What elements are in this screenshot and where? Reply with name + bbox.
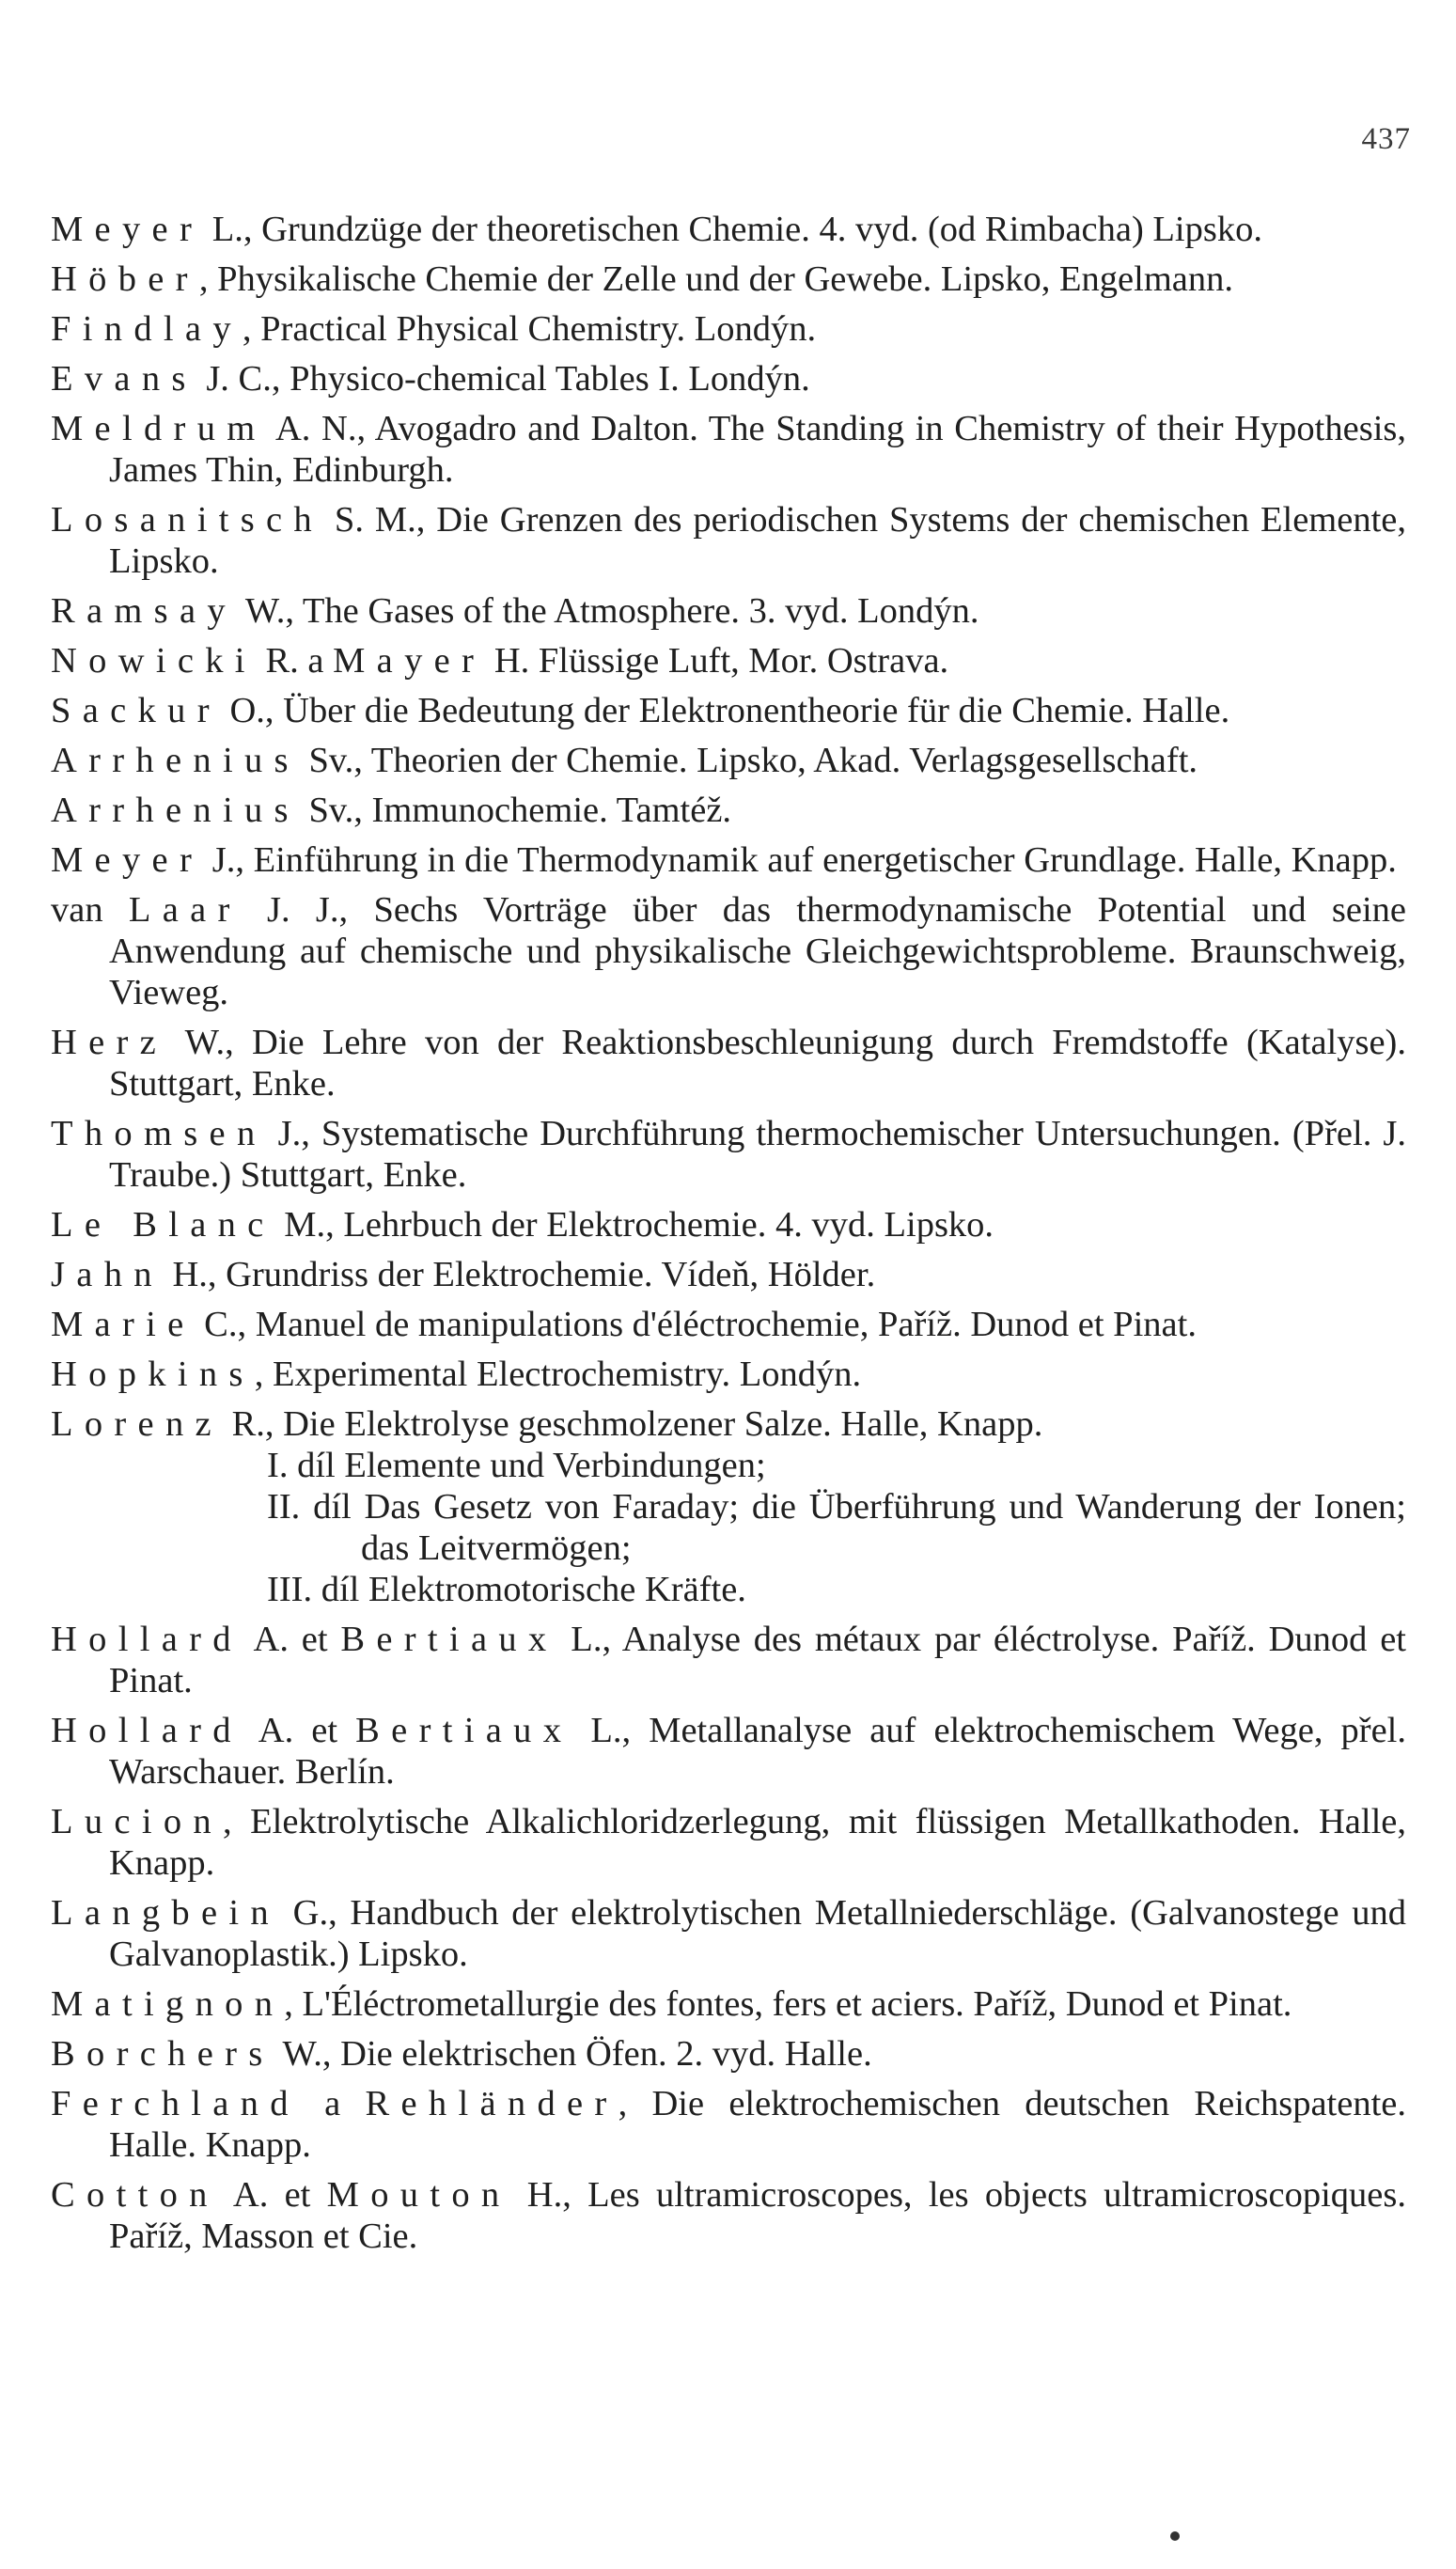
entry-prefix: van <box>51 890 129 930</box>
entry-text: , Practical Physical Chemistry. Londýn. <box>242 309 817 349</box>
entry-author: Marie <box>51 1305 196 1344</box>
entry-author: Meldrum <box>51 409 267 448</box>
bibliography-entry <box>51 1354 1406 1395</box>
entry-text: Sv., Immunochemie. Tamtéž. <box>299 791 732 830</box>
entry-author: Herz <box>51 1023 168 1062</box>
entry-text: M., Lehrbuch der Elektrochemie. 4. vyd. Lipsko. <box>274 1205 994 1245</box>
entry-text-continued: H. Flüssige Luft, Mor. Ostrava. <box>485 641 949 681</box>
entry-text-continued: H., Les ultramicroscopes, les objects ultramicroscopiques. Paříž, Masson et Cie. <box>109 2175 1406 2256</box>
entry-author: Matignon <box>51 1984 285 2024</box>
entry-author: Cotton <box>51 2175 219 2215</box>
bibliography-entry <box>51 499 1406 582</box>
entry-author: Jahn <box>51 1255 164 1294</box>
entry-text: J. J., Sechs Vorträge über das thermodynamische Potential und seine Anwendung auf chemische und physikalische Gleichgewichtsprobleme. Braunschweig, Vieweg. <box>109 890 1406 1012</box>
entry-author: Hopkins <box>51 1355 255 1394</box>
entry-text: O., Über die Bedeutung der Elektronentheorie für die Chemie. Halle. <box>220 691 1230 730</box>
bibliography-entry <box>51 258 1406 300</box>
entry-coauthor: Mayer <box>333 641 486 681</box>
bibliography-entry <box>51 1892 1406 1975</box>
bibliography-entry <box>51 1304 1406 1345</box>
entry-text: A. et <box>242 1620 341 1659</box>
bibliography-entry <box>51 408 1406 491</box>
entry-text-continued: L., Analyse des métaux par éléctrolyse. Paříž. Dunod et Pinat. <box>109 1620 1406 1700</box>
entry-text: W., The Gases of the Atmosphere. 3. vyd. Londýn. <box>236 591 979 631</box>
bibliography-entry <box>51 2174 1406 2257</box>
bibliography-entry <box>51 640 1406 681</box>
entry-coauthor: Bertiaux <box>340 1620 558 1659</box>
entry-text: G., Handbuch der elektrolytischen Metallniederschläge. (Galvanostege und Galvanoplastik.) Lipsko. <box>109 1893 1406 1974</box>
entry-text: R., Die Elektrolyse geschmolzener Salze. Halle, Knapp. <box>222 1404 1043 1444</box>
bibliography-entry <box>51 889 1406 1013</box>
bibliography-entry <box>51 1619 1406 1701</box>
entry-text: , L'Éléctrometallurgie des fontes, fers et aciers. Paříž, Dunod et Pinat. <box>284 1984 1292 2024</box>
bibliography-entry <box>51 1710 1406 1793</box>
bibliography-entry <box>51 358 1406 399</box>
entry-text: R. a <box>256 641 334 681</box>
entry-author: Sackur <box>51 691 221 730</box>
entry-text: Sv., Theorien der Chemie. Lipsko, Akad. Verlagsgesellschaft. <box>299 741 1198 780</box>
bibliography-entry <box>51 1983 1406 2025</box>
bibliography-entry <box>51 308 1406 350</box>
entry-text: S. M., Die Grenzen des periodischen Systems der chemischen Elemente, Lipsko. <box>109 500 1406 581</box>
bibliography-list <box>51 209 1406 2257</box>
entry-text: J., Einführung in die Thermodynamik auf energetischer Grundlage. Halle, Knapp. <box>203 840 1397 880</box>
entry-text: , Physikalische Chemie der Zelle und der Gewebe. Lipsko, Engelmann. <box>198 259 1233 299</box>
entry-text: J., Systematische Durchführung thermochemischer Untersuchungen. (Přel. J. Traube.) Stuttgart, Enke. <box>109 1114 1406 1195</box>
bibliography-entry <box>51 1403 1406 1445</box>
bibliography-entry <box>51 1254 1406 1295</box>
entry-text: W., Die elektrischen Öfen. 2. vyd. Halle. <box>274 2034 872 2074</box>
bibliography-entry <box>51 1113 1406 1196</box>
entry-text: J. C., Physico-chemical Tables I. Londýn. <box>196 359 810 399</box>
bibliography-entry <box>51 2083 1406 2166</box>
entry-author: Laar <box>128 890 242 930</box>
page-number: 437 <box>1361 122 1411 156</box>
entry-text: L., Grundzüge der theoretischen Chemie. 4. vyd. (od Rimbacha) Lipsko. <box>203 210 1262 249</box>
stray-ink-dot <box>1170 2531 1180 2541</box>
entry-author: Evans <box>51 359 197 399</box>
entry-text: C., Manuel de manipulations d'éléctrochemie, Paříž. Dunod et Pinat. <box>195 1305 1197 1344</box>
bibliography-entry <box>51 209 1406 250</box>
entry-coauthor: Bertiaux <box>355 1711 573 1750</box>
bibliography-entry <box>51 690 1406 731</box>
volume-item: III. díl Elektromotorische Kräfte. <box>267 1570 746 1609</box>
entry-text: , Experimental Electrochemistry. Londýn. <box>254 1355 862 1394</box>
entry-author: Höber <box>51 259 199 299</box>
bibliography-entry <box>51 1801 1406 1884</box>
bibliography-entry <box>51 1204 1406 1245</box>
bibliography-entry <box>51 1022 1406 1104</box>
volume-item: I. díl Elemente und Verbindungen; <box>267 1446 766 1485</box>
entry-author: Arrhenius <box>51 791 300 830</box>
entry-author: Le Blanc <box>51 1205 275 1245</box>
entry-author: Lorenz <box>51 1404 223 1444</box>
entry-author: Ferchland <box>51 2084 300 2123</box>
lorenz-volume-list <box>51 1445 1406 1610</box>
bibliography-entry <box>51 790 1406 831</box>
entry-text: W., Die Lehre von der Reaktionsbeschleunigung durch Fremdstoffe (Katalyse). Stuttgart, Enke. <box>109 1023 1406 1104</box>
entry-text: A. N., Avogadro and Dalton. The Standing in Chemistry of their Hypothesis, James Thin, Edinburgh. <box>109 409 1406 490</box>
entry-author: Nowicki <box>51 641 257 681</box>
bibliography-entry <box>51 2033 1406 2075</box>
entry-author: Borchers <box>51 2034 274 2074</box>
entry-text: a <box>299 2084 366 2123</box>
entry-coauthor: Rehländer <box>365 2084 618 2123</box>
entry-author: Lucion <box>51 1802 223 1841</box>
entry-text-continued: , Die elektrochemischen deutschen Reichspatente. Halle. Knapp. <box>109 2084 1406 2165</box>
bibliography-entry <box>51 740 1406 781</box>
bibliography-entry <box>51 839 1406 881</box>
entry-text-continued: L., Metallanalyse auf elektrochemischem Wege, přel. Warschauer. Berlín. <box>109 1711 1407 1792</box>
entry-text: A. et <box>242 1711 356 1750</box>
entry-text: H., Grundriss der Elektrochemie. Vídeň, Hölder. <box>163 1255 876 1294</box>
entry-author: Thomsen <box>51 1114 267 1153</box>
entry-coauthor: Mouton <box>326 2175 511 2215</box>
entry-author: Ramsay <box>51 591 237 631</box>
entry-author: Losanitsch <box>51 500 324 540</box>
entry-author: Hollard <box>51 1711 243 1750</box>
bibliography-entry <box>51 590 1406 632</box>
entry-author: Meyer <box>51 840 204 880</box>
entry-author: Meyer <box>51 210 204 249</box>
volume-item: II. díl Das Gesetz von Faraday; die Überführung und Wanderung der Ionen; das Leitvermögen; <box>267 1487 1406 1568</box>
entry-author: Langbein <box>51 1893 280 1933</box>
entry-text: , Elektrolytische Alkalichloridzerlegung, mit flüssigen Metallkathoden. Halle, Knapp. <box>109 1802 1406 1883</box>
entry-author: Hollard <box>51 1620 243 1659</box>
entry-author: Findlay <box>51 309 243 349</box>
entry-text: A. et <box>218 2175 327 2215</box>
entry-author: Arrhenius <box>51 741 300 780</box>
